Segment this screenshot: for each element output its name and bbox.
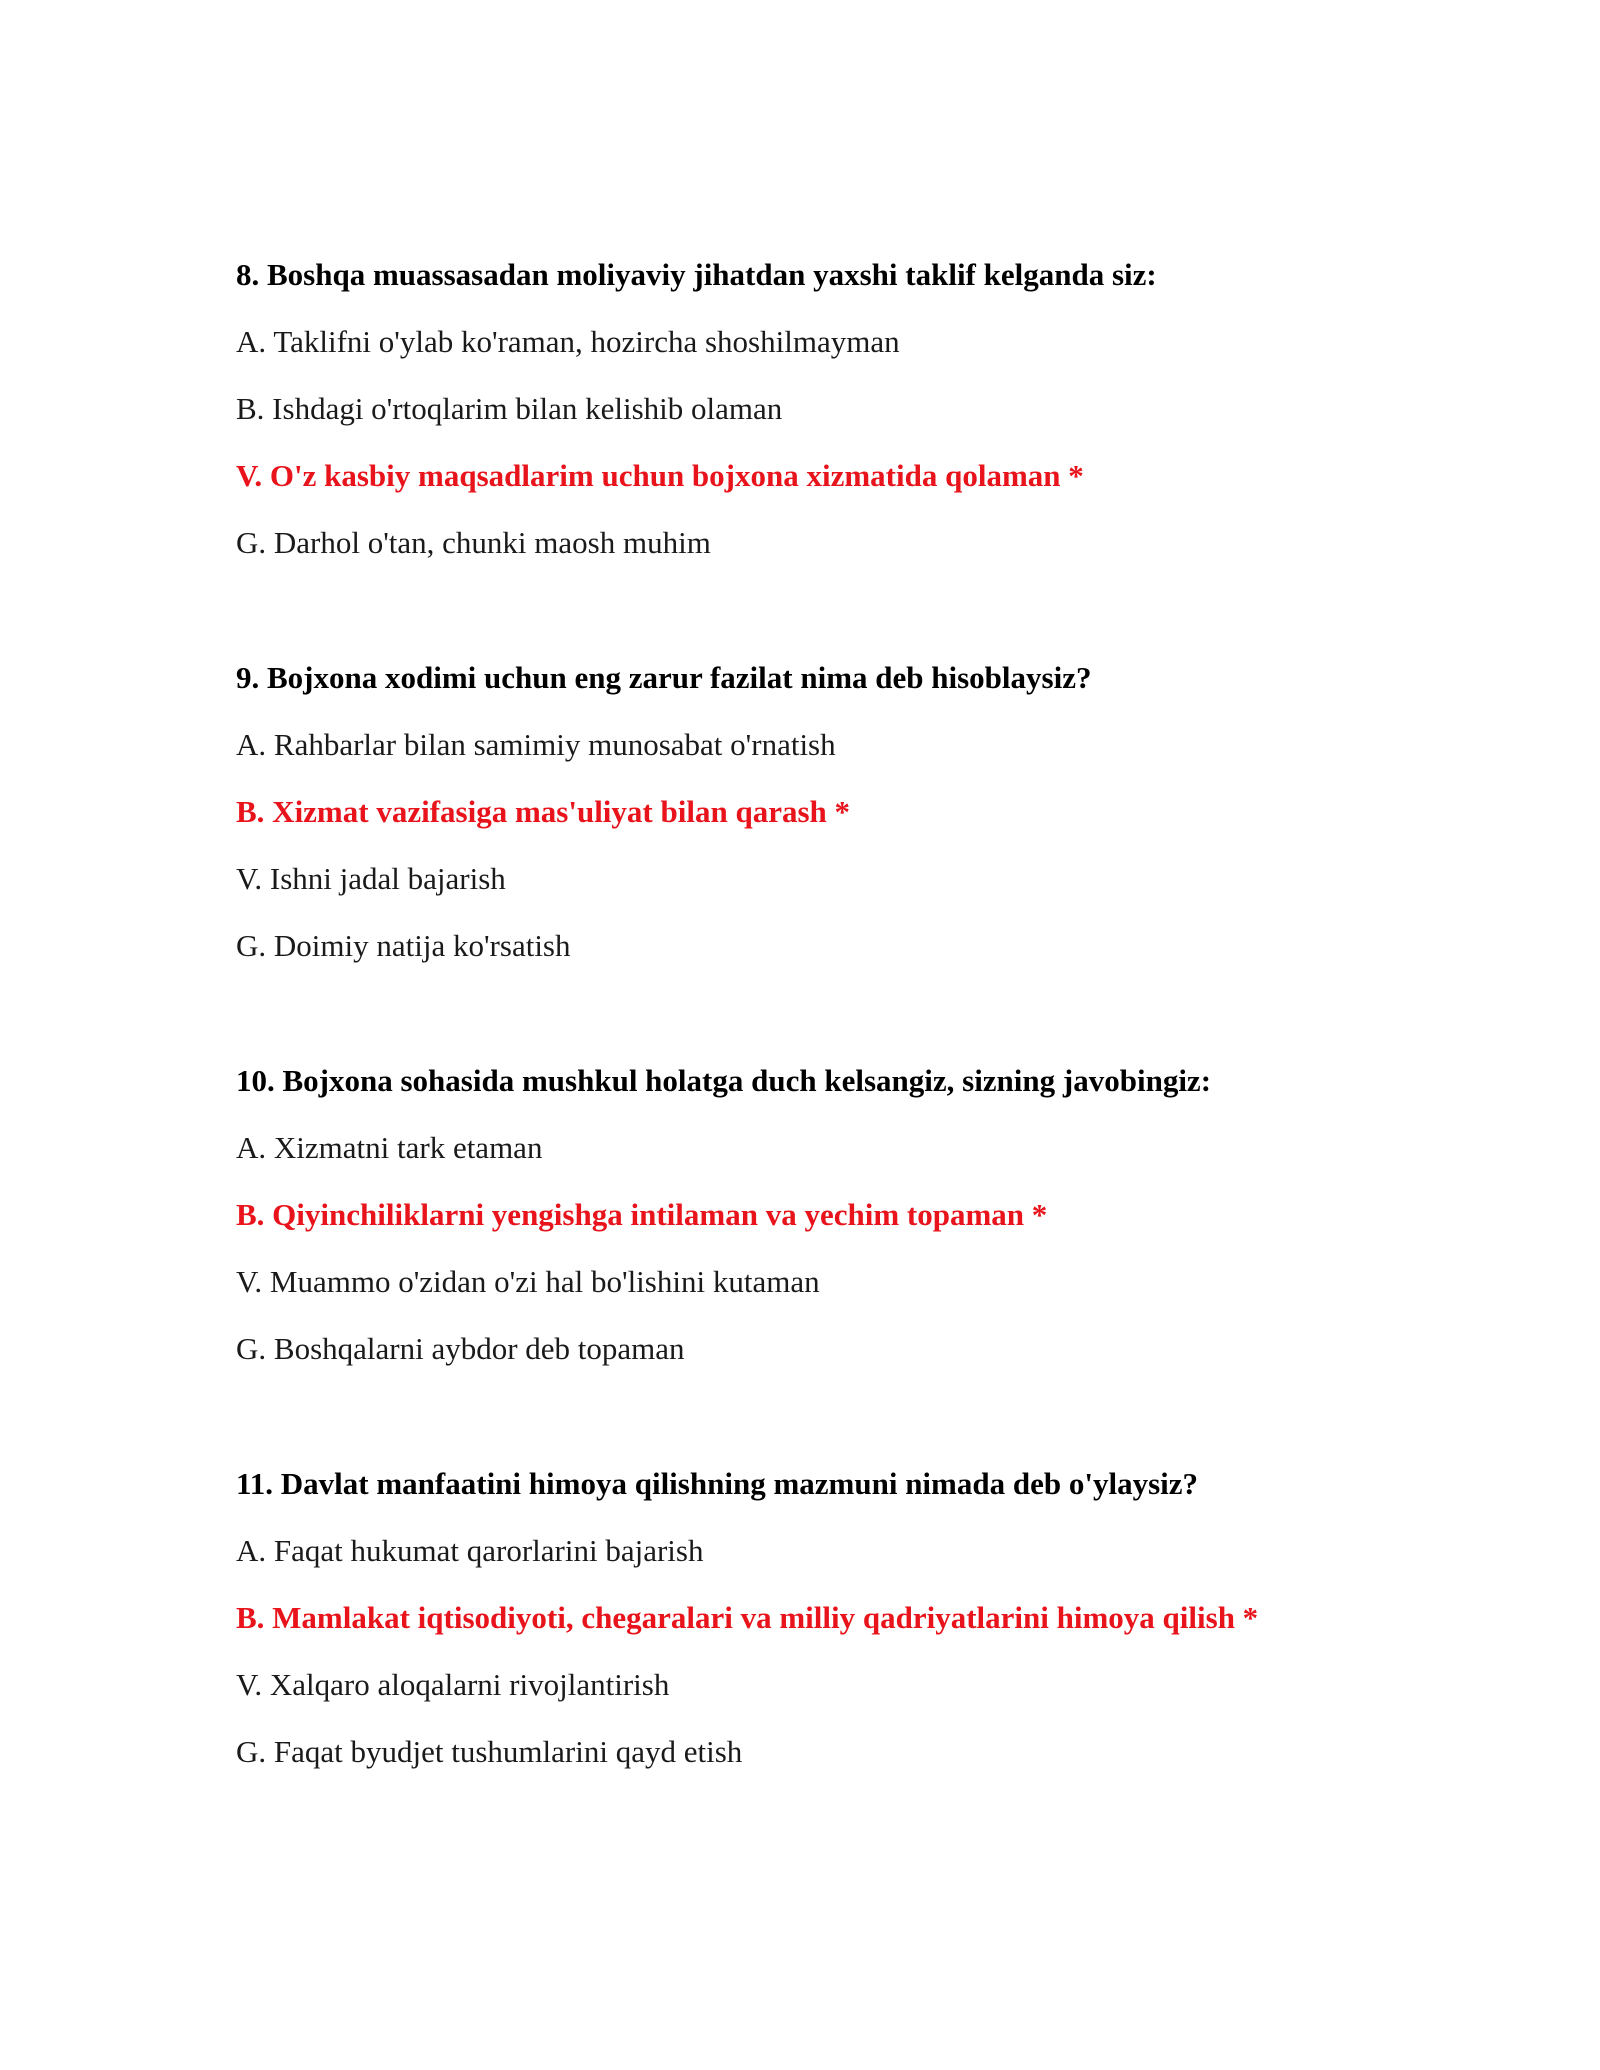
answer-option: V. Ishni jadal bajarish (236, 861, 506, 896)
answer-option-correct: B. Qiyinchiliklarni yengishga intilaman va yechim topaman * (236, 1197, 1048, 1232)
answer-option: A. Taklifni o'ylab ko'raman, hozircha shoshilmayman (236, 324, 900, 359)
question-title: 10. Bojxona sohasida mushkul holatga duch kelsangiz, sizning javobingiz: (236, 1063, 1212, 1098)
answer-option: V. Xalqaro aloqalarni rivojlantirish (236, 1667, 670, 1702)
question-title: 8. Boshqa muassasadan moliyaviy jihatdan yaxshi taklif kelganda siz: (236, 257, 1157, 292)
answer-option-correct: V. O'z kasbiy maqsadlarim uchun bojxona xizmatida qolaman * (236, 458, 1084, 493)
question-title: 9. Bojxona xodimi uchun eng zarur fazilat nima deb hisoblaysiz? (236, 660, 1092, 695)
answer-option: G. Boshqalarni aybdor deb topaman (236, 1331, 685, 1366)
question-title: 11. Davlat manfaatini himoya qilishning mazmuni nimada deb o'ylaysiz? (236, 1466, 1199, 1501)
answer-option-correct: B. Mamlakat iqtisodiyoti, chegaralari va milliy qadriyatlarini himoya qilish * (236, 1600, 1259, 1635)
answer-option: G. Faqat byudjet tushumlarini qayd etish (236, 1734, 743, 1769)
answer-option: A. Xizmatni tark etaman (236, 1130, 543, 1165)
answer-option-correct: B. Xizmat vazifasiga mas'uliyat bilan qarash * (236, 794, 851, 829)
answer-option: G. Doimiy natija ko'rsatish (236, 928, 571, 963)
answer-option: G. Darhol o'tan, chunki maosh muhim (236, 525, 711, 560)
answer-option: B. Ishdagi o'rtoqlarim bilan kelishib olaman (236, 391, 783, 426)
answer-option: A. Rahbarlar bilan samimiy munosabat o'rnatish (236, 727, 836, 762)
answer-option: V. Muammo o'zidan o'zi hal bo'lishini kutaman (236, 1264, 820, 1299)
answer-option: A. Faqat hukumat qarorlarini bajarish (236, 1533, 704, 1568)
